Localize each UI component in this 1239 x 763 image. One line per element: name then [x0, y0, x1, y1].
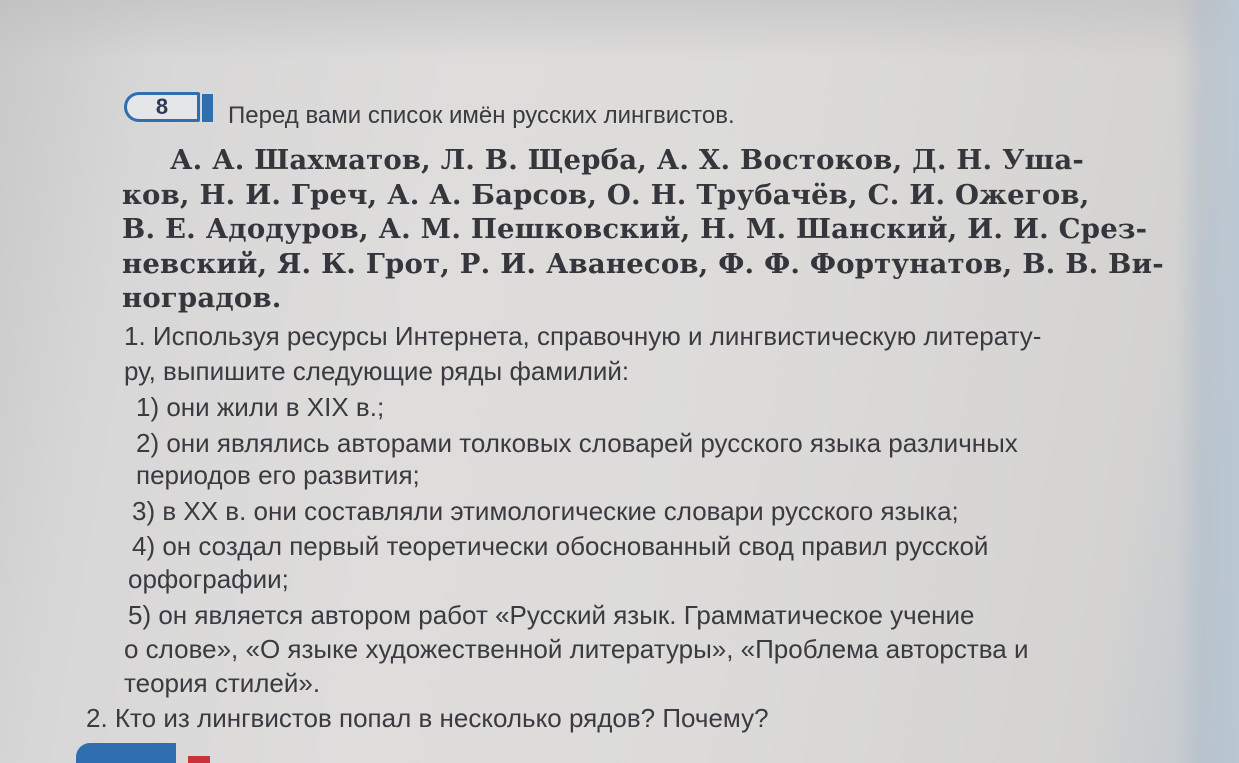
task-line-2: ру, выпишите следующие ряды фамилий:	[124, 356, 630, 386]
task-line-11: теория стилей».	[124, 668, 321, 698]
names-line-3: В. Е. Адодуров, А. М. Пешковский, Н. М. Шанский, И. И. Срез-	[122, 213, 1148, 245]
exercise-number: 8	[155, 94, 169, 119]
task-line-1: 1. Используя ресурсы Интернета, справочную и лингвистическую литерату-	[124, 321, 1042, 351]
names-line-1: А. А. Шахматов, Л. В. Щерба, А. Х. Востоков, Д. Н. Уша-	[170, 144, 1085, 176]
exercise-number-badge	[124, 92, 214, 126]
task-line-6: 3) в XX в. они составляли этимологические словари русского языка;	[132, 496, 959, 526]
names-line-2: ков, Н. И. Греч, А. А. Барсов, О. Н. Трубачёв, С. И. Ожегов,	[122, 179, 1090, 211]
names-line-4: невский, Я. К. Грот, Р. И. Аванесов, Ф. Ф. Фортунатов, В. В. Ви-	[122, 248, 1164, 280]
exercise-intro: Перед вами список имён русских лингвистов.	[228, 102, 735, 129]
task-line-9: 5) он является автором работ «Русский язык. Грамматическое учение	[128, 600, 975, 630]
task-line-12: 2. Кто из лингвистов попал в несколько рядов? Почему?	[86, 703, 769, 733]
page-edge	[1177, 0, 1239, 763]
task-line-4: 2) они являлись авторами толковых словарей русского языка различных	[136, 428, 1018, 458]
next-exercise-marker	[188, 756, 210, 763]
task-line-7: 4) он создал первый теоретически обоснованный свод правил русской	[132, 531, 989, 561]
task-line-5: периодов его развития;	[136, 460, 420, 490]
page-top-shadow	[0, 0, 1239, 60]
task-line-10: о слове», «О языке художественной литературы», «Проблема авторства и	[124, 634, 1029, 664]
names-line-5: ноградов.	[122, 282, 282, 314]
task-line-8: орфографии;	[128, 564, 289, 594]
task-line-3: 1) они жили в XIX в.;	[136, 392, 385, 422]
next-exercise-badge	[76, 743, 176, 763]
badge-bar	[202, 94, 213, 122]
